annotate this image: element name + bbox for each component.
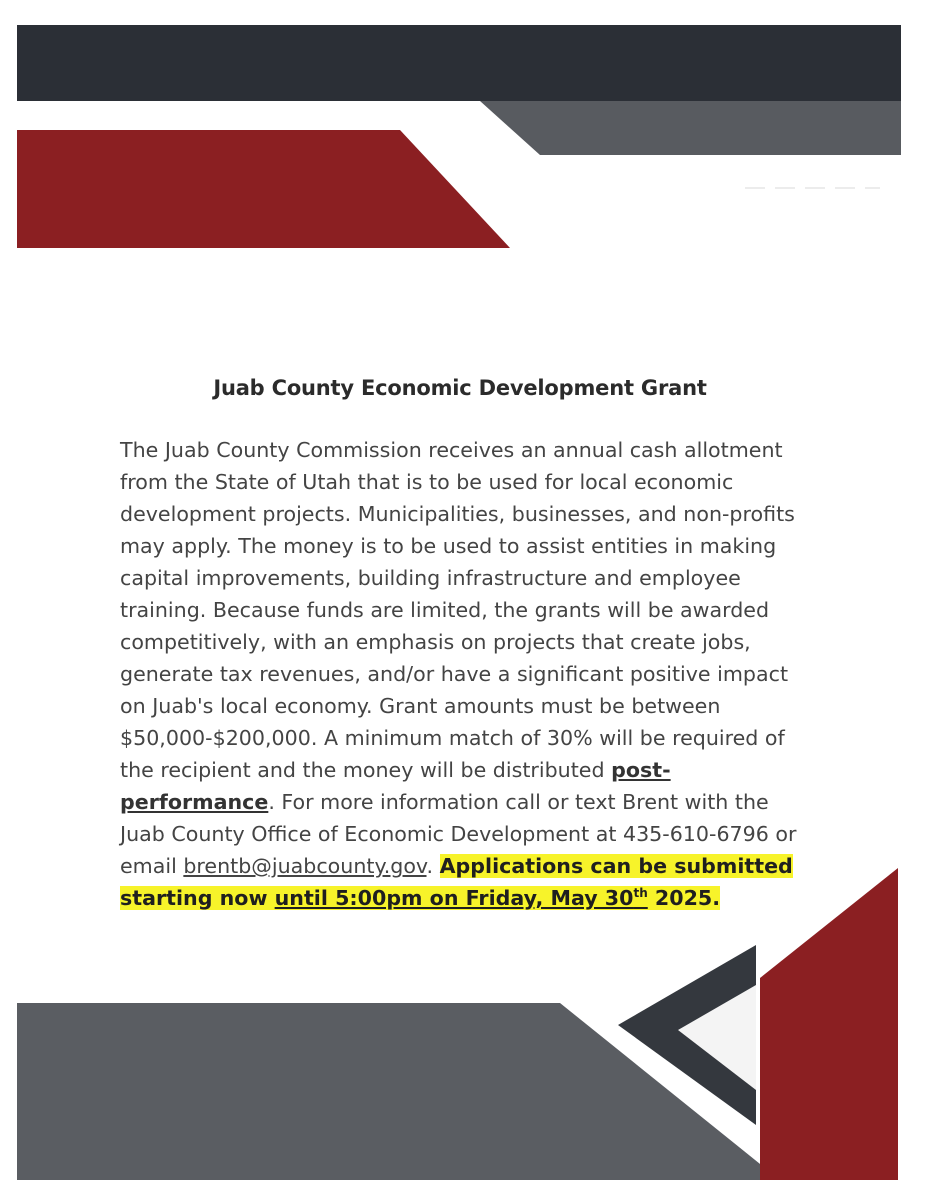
deadline-superscript: th: [633, 886, 648, 901]
deadline-date-text: until 5:00pm on Friday, May 30: [274, 886, 634, 910]
deadline-year: 2025.: [647, 886, 721, 910]
post-performance-term: post-performance: [120, 758, 671, 814]
body-text-part-2: . For more information call or text Brent with the Juab County Office of Economic Development at 435-610-6796 or email: [120, 790, 797, 878]
body-paragraph: [120, 434, 810, 914]
deadline-date: [275, 886, 648, 910]
top-gray-band: [480, 101, 901, 155]
bottom-red-triangle: [760, 868, 898, 1180]
page-title: Juab County Economic Development Grant: [213, 376, 707, 400]
top-dark-band: [17, 25, 901, 101]
deadline-intro: Applications can be submitted starting now: [120, 854, 793, 910]
top-red-band: [17, 130, 510, 248]
body-text-part-1: The Juab County Commission receives an annual cash allotment from the State of Utah that is to be used for local economic development projects. Municipalities, businesses, and non-profits may apply. The money is to be used to assist entities in making capital improvements, building infrastructure and employee training. Because funds are limited, the grants will be awarded competitively, with an emphasis on projects that create jobs, generate tax revenues, and/or have a significant positive impact on Juab's local economy. Grant amounts must be between $50,000-$200,000. A minimum match of 30% will be required of the recipient and the money will be distributed: [120, 438, 795, 782]
body-text-part-3: .: [426, 854, 440, 878]
email-link[interactable]: brentb@juabcounty.gov: [183, 854, 427, 878]
